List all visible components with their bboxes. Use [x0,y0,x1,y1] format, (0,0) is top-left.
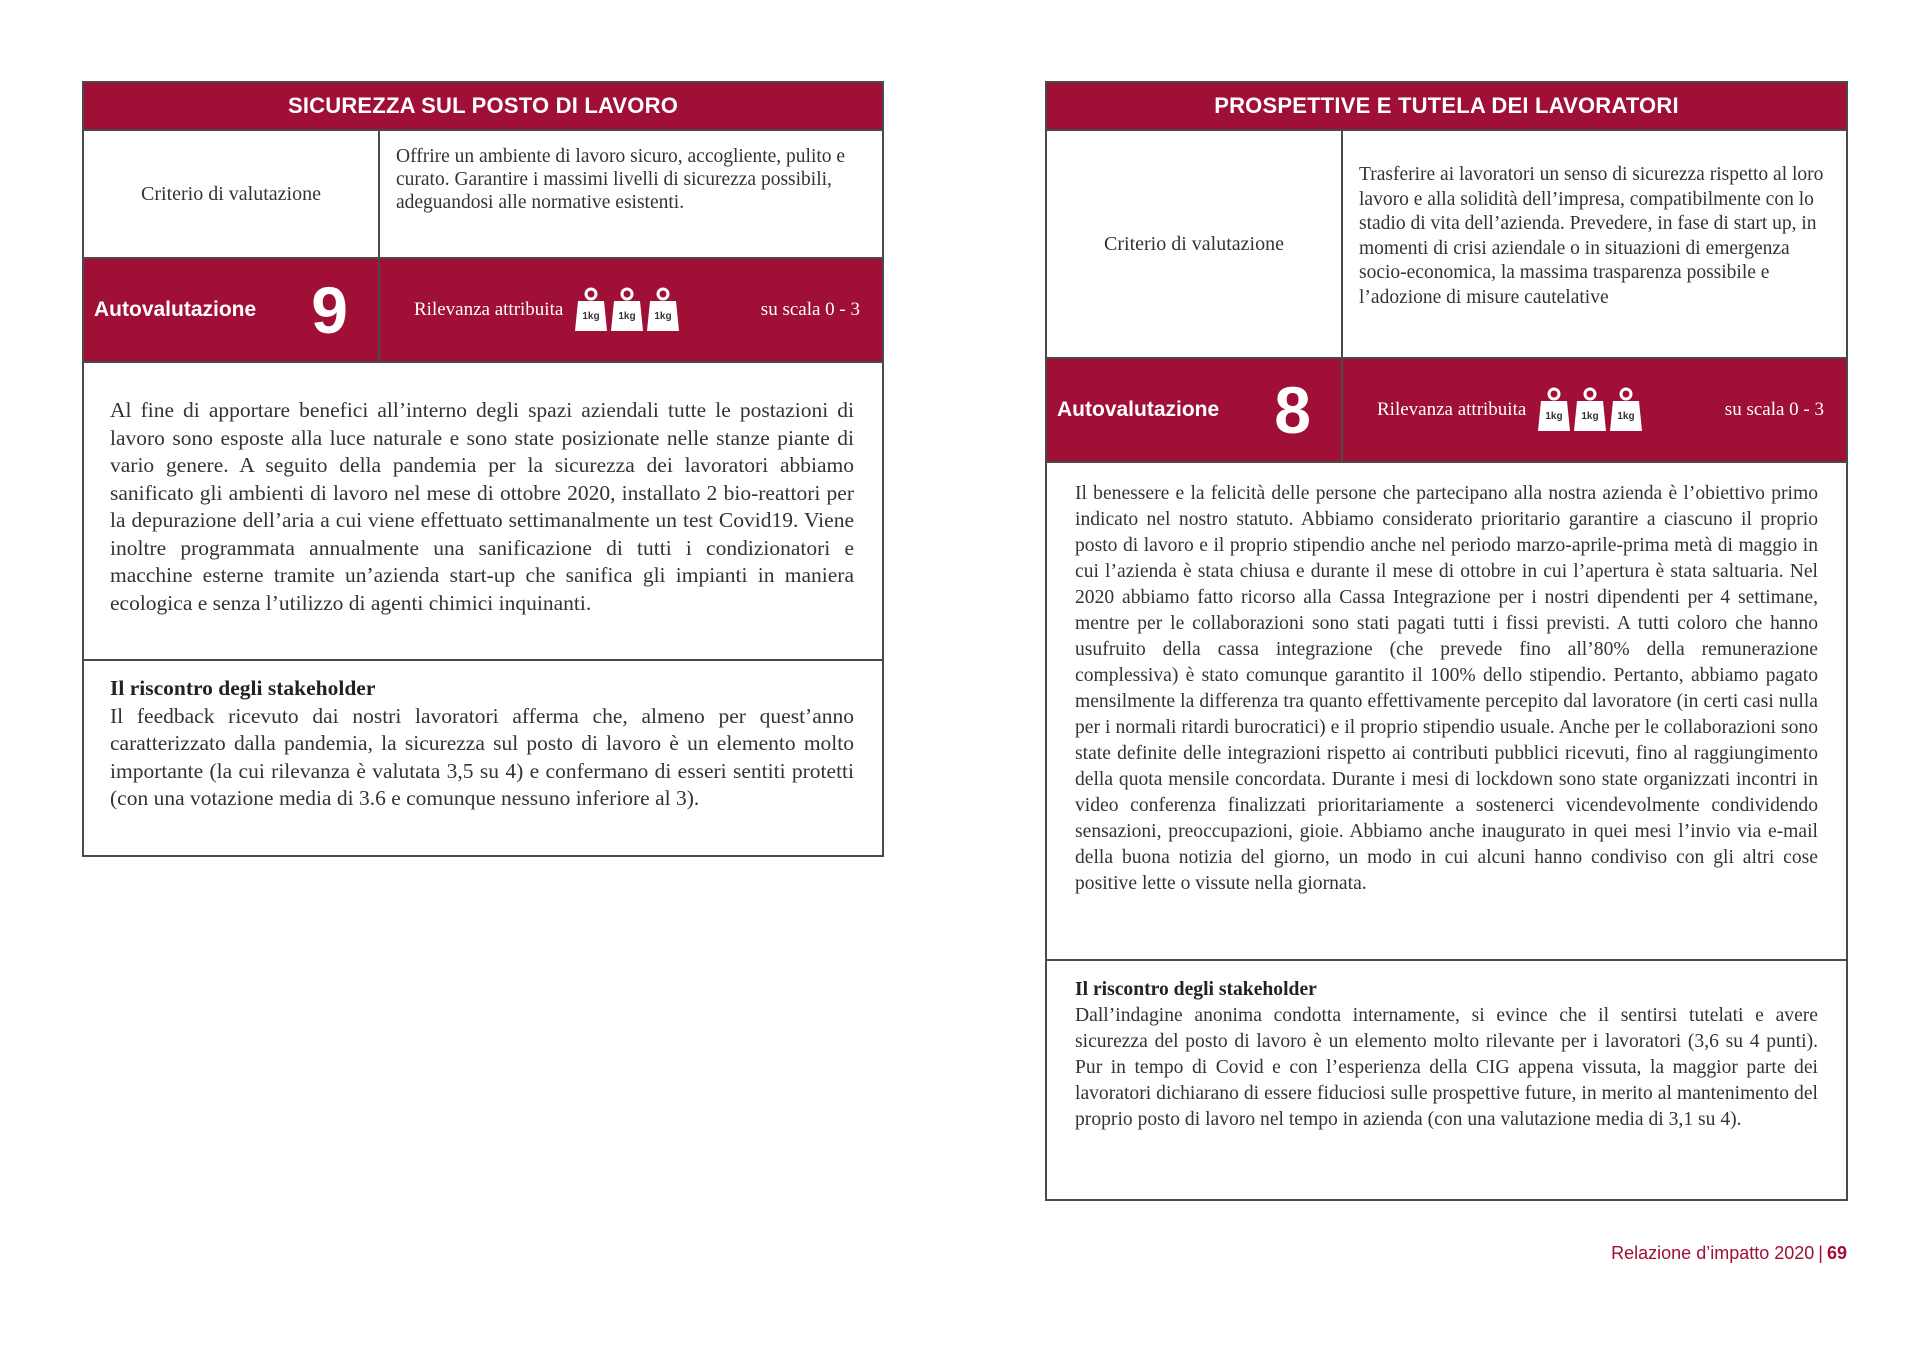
criterio-label: Criterio di valutazione [84,131,380,257]
autovalutazione-cell [1047,359,1343,461]
criterio-text: Offrire un ambiente di lavoro sicuro, accogliente, pulito e curato. Garantire i massimi livelli di sicurezza possibili, adeguandosi alle normative esistenti. [396,146,846,213]
weight-icon: 1kg [1609,387,1643,433]
weight-icon: 1kg [646,287,680,333]
card-title: SICUREZZA SUL POSTO DI LAVORO [84,83,882,131]
weight-icon: 1kg [610,287,644,333]
stakeholder-title: Il riscontro degli stakeholder [110,676,376,700]
weights-group [574,287,680,333]
body-text: Il benessere e la felicità delle persone che partecipano alla nostra azienda è l’obiettivo primo indicato nel nostro statuto. Abbiamo considerato prioritario garantire a ciascuno il proprio posto di lavoro e il proprio stipendio anche nel periodo marzo-aprile-prima metà di maggio in cui l’azienda è stata chiusa e durante il mese di ottobre in cui l’apertura è stata saltuaria. Nel 2020 abbiamo fatto ricorso alla Cassa Integrazione per i nostri dipendenti per 4 settimane, mentre per le collaborazioni sono stati pagati tutti i fissi previsti. A tutti coloro che hanno usufruito della cassa integrazione (che prevede fino all’80% della remunerazione complessiva) è stato comunque garantito il 100% dello stipendio. Pertanto, abbiamo pagato mensilmente la differenza tra quanto effettivamente percepito dal lavoratore (in certi casi nulla per i normali ritardi burocratici) e il proprio stipendio usuale. Anche per le collaborazioni sono state definite delle integrazioni rispetto ai contributi pubblici ricevuti, fino al raggiungimento della quota mensile concordata. Durante i mesi di lockdown sono state organizzati incontri in video conferenza finalizzati prioritariamente a sostenerci vicendevolmente condividendo sensazioni, preoccupazioni, gioie. Abbiamo anche inaugurato in quei mesi l’invio via e-mail della buona notizia del giorno, un modo in cui alcuni hanno condiviso con gli altri cose positive lette o vissute nella giornata. [1047,463,1846,961]
body-text: Al fine di apportare benefici all’interno degli spazi aziendali tutte le postazioni di lavoro sono esposte alla luce naturale e sono state posizionate nelle stanze piante di vario genere. A seguito della pandemia per la sicurezza dei lavoratori abbiamo sanificato gli ambienti di lavoro nel mese di ottobre 2020, installato 2 bio-reattori per la depurazione dell’aria a cui viene effettuato settimanalmente un test Covid19. Viene inoltre programmata annualmente una sanificazione di tutti i condizionatori e macchine esterne tramite un’azienda start-up che sanifica gli impianti in maniera ecologica e senza l’utilizzo di agenti chimici inquinanti. [84,363,882,661]
autovalutazione-score: 9 [311,273,348,347]
page-footer [1611,1243,1847,1264]
page-number: 69 [1826,1243,1847,1263]
weight-icon: 1kg [1537,387,1571,433]
autovalutazione-label: Autovalutazione [1057,398,1220,421]
card-prospettive [1045,81,1848,1201]
weight-icon: 1kg [1573,387,1607,433]
footer-title: Relazione d’impatto 2020 [1611,1243,1815,1263]
criterio-row [84,131,882,259]
stakeholder-text: Il feedback ricevuto dai nostri lavoratori afferma che, almeno per quest’anno caratterizzato dalla pandemia, la sicurezza sul posto di lavoro è un elemento molto importante (la cui rilevanza è valutata 3,5 su 4) e confermano di esseri sentiti protetti (con una votazione media di 3.6 e comunque nessuno inferiore al 3). [110,703,854,810]
criterio-text: Trasferire ai lavoratori un senso di sicurezza rispetto al loro lavoro e alla solidità dell’impresa, compatibilmente con lo stadio di vita dell’azienda. Prevedere, in fase di start up, in momenti di crisi aziendale o in situazioni di emergenza socio-economica, la massima trasparenza possibile e l’adozione di misure cautelative [1359,164,1824,308]
rilevanza-label: Rilevanza attribuita [1377,399,1527,420]
stakeholder-section [1047,961,1846,1143]
criterio-label: Criterio di valutazione [1047,131,1343,357]
score-row [1047,359,1846,463]
stakeholder-title: Il riscontro degli stakeholder [1075,979,1317,1000]
score-row [84,259,882,363]
criterio-row [1047,131,1846,359]
weight-icon: 1kg [574,287,608,333]
rilevanza-cell [380,259,882,361]
card-title: PROSPETTIVE E TUTELA DEI LAVORATORI [1047,83,1846,131]
footer-separator: | [1818,1243,1823,1263]
scala-label: su scala 0 - 3 [1724,399,1824,420]
rilevanza-label: Rilevanza attribuita [414,299,564,320]
autovalutazione-label: Autovalutazione [94,298,257,321]
stakeholder-text: Dall’indagine anonima condotta internamente, si evince che il sentirsi tutelati e avere sicurezza del posto di lavoro è un elemento molto rilevante per i lavoratori (3,6 su 4 punti). Pur in tempo di Covid e con l’esperienza della CIG appena vissuta, la maggior parte dei lavoratori dichiarano di essere fiduciosi sulle prospettive future, in merito al mantenimento del proprio posto di lavoro nel tempo in azienda (con una valutazione media di 3,1 su 4). [1075,1005,1818,1130]
scala-label: su scala 0 - 3 [760,299,860,320]
rilevanza-cell [1343,359,1846,461]
autovalutazione-cell [84,259,380,361]
stakeholder-section [84,661,882,823]
weights-group [1537,387,1643,433]
card-sicurezza [82,81,884,857]
autovalutazione-score: 8 [1274,373,1311,447]
